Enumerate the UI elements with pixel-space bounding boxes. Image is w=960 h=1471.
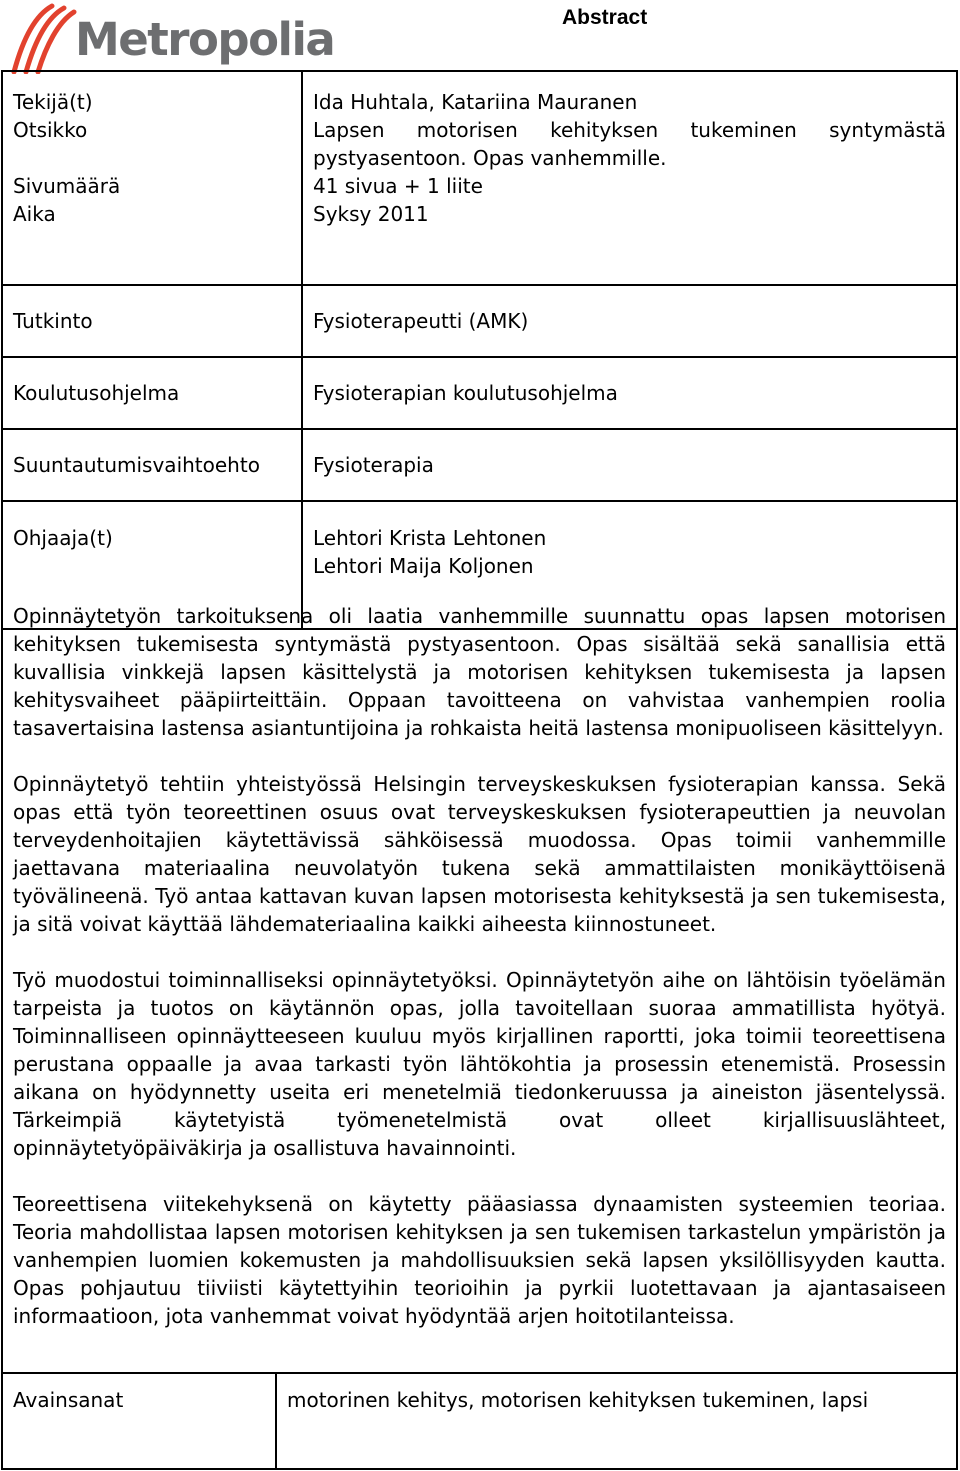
page-title: Abstract: [562, 6, 648, 29]
metadata-table: [1, 70, 958, 630]
abstract-paragraph: Opinnäytetyö tehtiin yhteistyössä Helsingin terveyskeskuksen fysioterapian kanssa. Sekä opas että työn teoreettinen osuus ovat terveyskeskuksen fysioterapeuttien ja neuvolan terveydenhoitajien käytettävissä sähköisessä muodossa. Opas toimii vanhemmille jaettavana materiaalina neuvolatyön tukena sekä ammattilaisten monikäyttöisenä työvälineenä. Työ antaa kattavan kuvan lapsen motorisesta kehityksestä ja sen tukemisesta, ja sitä voivat käyttää lähdemateriaalina kaikki aiheesta kiinnostuneet.: [13, 772, 946, 936]
abstract-paragraph: Työ muodostui toiminnalliseksi opinnäytetyöksi. Opinnäytetyön aihe on lähtöisin työelämän tarpeista ja tuotos on käytännön opas, jolla tavoitellaan suoraa ammatillista hyötyä. Toiminnalliseen opinnäytteeseen kuuluu myös kirjallinen raportti, joka toimii teoreettisena perustana oppaalle ja avaa tarkasti työn lähtökohtia ja prosessin etenemistä. Prosessin aikana on hyödynnetty useita eri menetelmiä tiedonkeruussa ja aineiston jäsentelyssä. Tärkeimpiä käytetyistä työmenetelmistä ovat olleet kirjallisuuslähteet, opinnäytetyöpäiväkirja ja osallistuva havainnointi.: [13, 968, 946, 1160]
keywords-table: [1, 1372, 958, 1470]
label-cell: [2, 71, 302, 285]
tutkinto-value: Fysioterapeutti (AMK): [302, 285, 957, 357]
koulutusohjelma-value: Fysioterapian koulutusohjelma: [302, 357, 957, 429]
logo-wordmark: Metropolia: [75, 13, 335, 66]
metropolia-logo: [8, 2, 335, 74]
tekija-label: Tekijä(t): [13, 90, 93, 114]
pages-value: 41 sivua + 1 liite: [313, 174, 483, 198]
keywords-value: motorinen kehitys, motorisen kehityksen tukeminen, lapsi: [276, 1373, 957, 1469]
tutkinto-label: Tutkinto: [2, 285, 302, 357]
table-row: [2, 71, 957, 285]
abstract-paragraph: Opinnäytetyön tarkoituksena oli laatia vanhemmille suunnattu opas lapsen motorisen kehityksen tukemisesta syntymästä pystyasentoon. Opas sisältää sekä sanallisia että kuvallisia vinkkejä lapsen käsittelystä ja motorisen kehityksen tukemisesta ja lapsen kehitysvaiheet pääpiirteittäin. Oppaan tavoitteena on vahvistaa vanhempien roolia tasavertaisina lastensa asiantuntijoina ja rohkaista heitä lastensa monipuoliseen käsittelyyn.: [13, 604, 946, 740]
otsikko-label: Otsikko: [13, 118, 88, 142]
abstract-paragraph: Teoreettisena viitekehyksenä on käytetty pääasiassa dynaamisten systeemien teoriaa. Teoria mahdollistaa lapsen motorisen kehityksen ja sen tukemisen tarkastelun ympäristön ja vanhempien luomien kokemusten ja mahdollisuuksien sekä lapsen yksilöllisyyden kautta. Opas pohjautuu tiiviisti käytettyihin teorioihin ja pyrkii luotettavaan ja ajantasaiseen informaatioon, jota vanhemmat voivat hyödyntää arjen hoitotilanteissa.: [13, 1192, 946, 1328]
koulutusohjelma-label: Koulutusohjelma: [2, 357, 302, 429]
authors-value: Ida Huhtala, Katariina Mauranen: [313, 90, 638, 114]
table-row: [2, 285, 957, 357]
suuntautumis-value: Fysioterapia: [302, 429, 957, 501]
suuntautumis-label: Suuntautumisvaihtoehto: [2, 429, 302, 501]
ohjaaja-label: Ohjaaja(t): [2, 501, 302, 629]
value-cell: [302, 71, 957, 285]
ohjaaja-1: Lehtori Krista Lehtonen: [313, 526, 547, 550]
table-row: [2, 429, 957, 501]
table-row: [2, 1373, 957, 1469]
sivumaara-label: Sivumäärä: [13, 174, 121, 198]
metropolia-logo-mark-icon: [8, 2, 78, 74]
ohjaaja-2: Lehtori Maija Koljonen: [313, 554, 534, 578]
thesis-title-value: Lapsen motorisen kehityksen tukeminen syntymästä pystyasentoon. Opas vanhemmille.: [313, 118, 946, 170]
aika-label: Aika: [13, 202, 56, 226]
time-value: Syksy 2011: [313, 202, 429, 226]
abstract-body: [1, 590, 958, 1372]
keywords-label: Avainsanat: [2, 1373, 276, 1469]
table-row: [2, 357, 957, 429]
